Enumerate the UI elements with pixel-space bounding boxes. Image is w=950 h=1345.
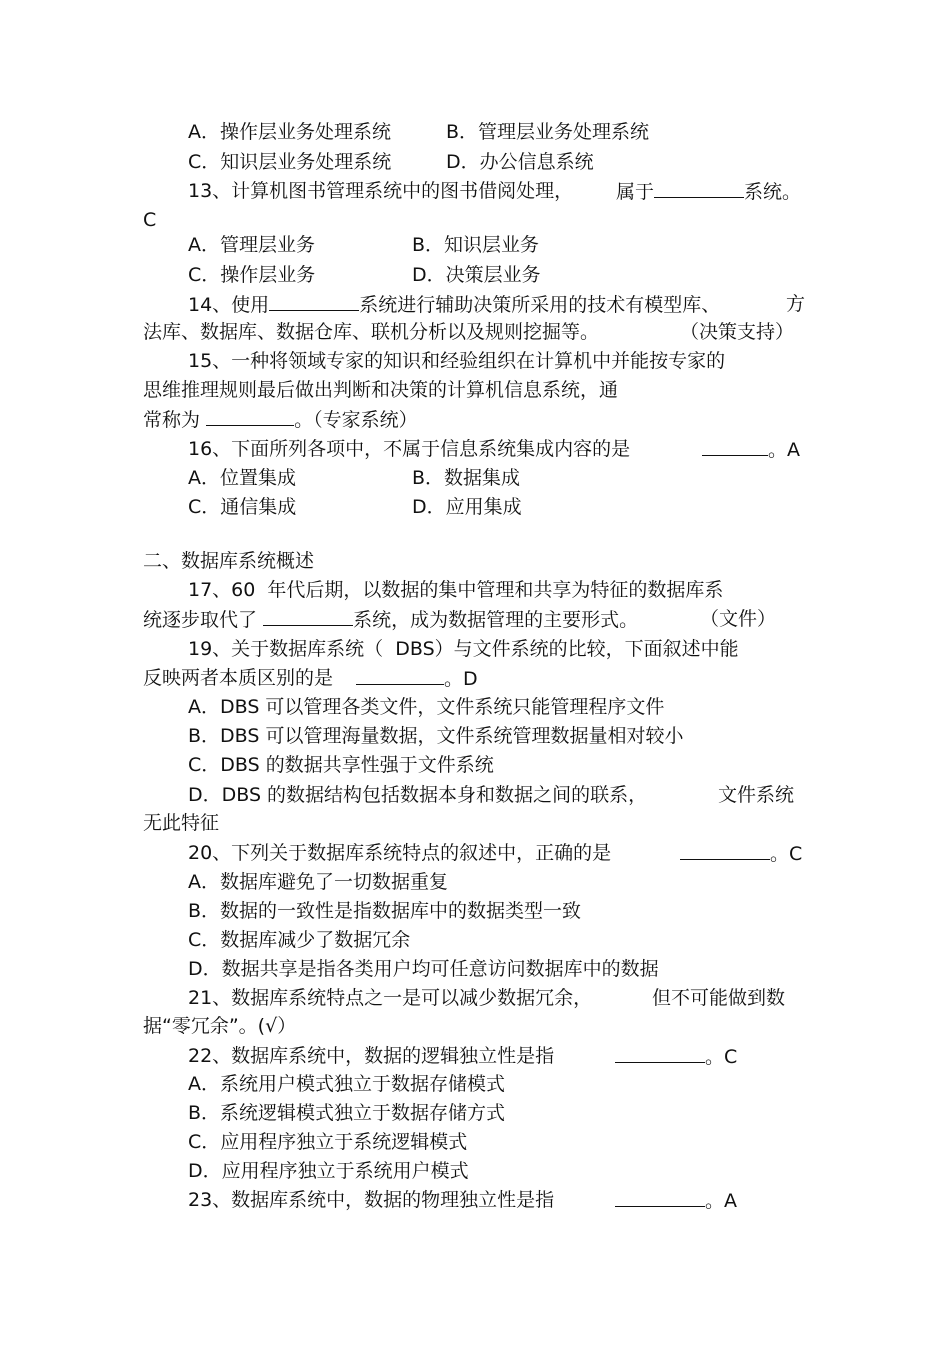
question-text: 常称为 (143, 409, 201, 431)
option-line (446, 150, 594, 174)
question-text: 19、关于数据库系统（ DBS）与文件系统的比较，下面叙述中能 (188, 638, 739, 660)
answer-text: （文件） (700, 608, 777, 630)
option-line (188, 957, 659, 981)
option-line (188, 870, 448, 894)
option-line (412, 263, 541, 287)
option-line (188, 120, 391, 144)
option-line (188, 724, 683, 748)
question-text: 系统进行辅助决策所采用的技术有模型库、 (359, 294, 721, 316)
question-text: 属于 (616, 181, 655, 203)
option-text: B．知识层业务 (412, 234, 540, 256)
question-line (188, 637, 739, 661)
question-text: 22、数据库系统中，数据的逻辑独立性是指 (188, 1045, 555, 1067)
answer-blank (702, 437, 768, 456)
answer-blank (615, 1188, 705, 1207)
question-text: 方 (786, 293, 806, 315)
answer-text: C (143, 209, 157, 231)
option-line (143, 811, 219, 835)
question-line (702, 437, 800, 462)
question-text: 13、计算机图书管理系统中的图书借阅处理， (188, 180, 574, 202)
option-text: C．知识层业务处理系统 (188, 151, 392, 173)
question-text: 统逐步取代了 (143, 609, 258, 631)
question-text: 16、下面所列各项中，不属于信息系统集成内容的是 (188, 438, 631, 460)
question-line (652, 986, 785, 1010)
option-line (188, 753, 494, 777)
option-line (188, 1159, 469, 1183)
option-text: B．系统逻辑模式独立于数据存储方式 (188, 1102, 506, 1124)
question-text: 系统，成为数据管理的主要形式。 (353, 609, 639, 631)
option-line (412, 233, 539, 257)
question-line (188, 986, 592, 1010)
option-line (446, 120, 649, 144)
option-text: C．数据库减少了数据冗余 (188, 929, 411, 951)
question-line (188, 292, 720, 317)
answer-key (143, 208, 156, 232)
question-text: 但不可能做到数 (652, 987, 786, 1009)
question-text: 系统。 (744, 181, 802, 203)
option-line (412, 466, 520, 490)
question-line (188, 437, 630, 461)
option-text: D．数据共享是指各类用户均可任意访问数据库中的数据 (188, 958, 659, 980)
answer-text: 。D (444, 668, 478, 690)
option-line (412, 495, 522, 519)
option-text: A．管理层业务 (188, 234, 315, 256)
answer-text: 。C (770, 843, 803, 865)
answer-blank (654, 179, 744, 198)
answer-blank (263, 607, 353, 626)
question-line (188, 1188, 554, 1212)
option-text: 文件系统 (718, 784, 795, 806)
answer-text: 。A (768, 439, 800, 461)
question-line (680, 841, 802, 866)
question-line (143, 407, 418, 432)
answer-blank (206, 407, 294, 426)
question-text: 据“零冗余”。(√） (143, 1015, 297, 1037)
option-text: A．数据库避免了一切数据重复 (188, 871, 448, 893)
question-line (188, 578, 723, 602)
question-line (616, 179, 801, 204)
option-text: B．数据的一致性是指数据库中的数据类型一致 (188, 900, 582, 922)
option-line (188, 466, 296, 490)
option-text: C．DBS 的数据共享性强于文件系统 (188, 754, 494, 776)
answer-blank (615, 1044, 705, 1063)
option-text: A．位置集成 (188, 467, 296, 489)
question-line (143, 320, 599, 344)
option-line (188, 899, 581, 923)
option-line (188, 928, 410, 952)
option-text: D．决策层业务 (412, 264, 541, 286)
question-text: 15、一种将领域专家的知识和经验组织在计算机中并能按专家的 (188, 350, 726, 372)
question-line (615, 1188, 737, 1213)
answer-text: 。C (705, 1046, 738, 1068)
option-text: D．应用集成 (412, 496, 522, 518)
answer-key (680, 320, 794, 344)
option-line (188, 783, 647, 807)
question-line (143, 607, 638, 632)
question-text: 14、使用 (188, 294, 270, 316)
question-line (188, 179, 573, 203)
answer-text: 。（专家系统） (294, 409, 418, 431)
option-line (188, 263, 315, 287)
question-line (143, 378, 618, 402)
question-line (143, 1014, 296, 1038)
question-line (143, 666, 333, 690)
option-text: C．通信集成 (188, 496, 297, 518)
option-text: B．管理层业务处理系统 (446, 121, 650, 143)
question-text: 21、数据库系统特点之一是可以减少数据冗余， (188, 987, 593, 1009)
option-line (188, 233, 315, 257)
question-text: 20、下列关于数据库系统特点的叙述中，正确的是 (188, 842, 612, 864)
answer-blank (356, 666, 444, 685)
option-text: D．DBS 的数据结构包括数据本身和数据之间的联系， (188, 784, 648, 806)
answer-text: （决策支持） (680, 321, 795, 343)
section-heading (143, 549, 314, 573)
question-text: 23、数据库系统中，数据的物理独立性是指 (188, 1189, 555, 1211)
heading-text: 二、数据库系统概述 (143, 550, 315, 572)
option-text: B．数据集成 (412, 467, 521, 489)
option-line (188, 150, 391, 174)
question-text: 法库、数据库、数据仓库、联机分析以及规则挖掘等。 (143, 321, 600, 343)
option-text: A．DBS 可以管理各类文件，文件系统只能管理程序文件 (188, 696, 665, 718)
question-line (188, 1044, 554, 1068)
question-text: 思维推理规则最后做出判断和决策的计算机信息系统，通 (143, 379, 619, 401)
option-line (718, 783, 794, 807)
question-line (615, 1044, 737, 1069)
question-line (786, 292, 805, 316)
answer-blank (269, 292, 359, 311)
option-line (188, 695, 664, 719)
option-text: C．应用程序独立于系统逻辑模式 (188, 1131, 468, 1153)
question-text: 反映两者本质区别的是 (143, 667, 334, 689)
answer-blank (680, 841, 770, 860)
option-line (188, 1130, 467, 1154)
option-text: 无此特征 (143, 812, 220, 834)
answer-key (700, 607, 776, 631)
question-line (356, 666, 478, 691)
option-text: C．操作层业务 (188, 264, 316, 286)
option-text: A．操作层业务处理系统 (188, 121, 391, 143)
question-text: 17、60 年代后期，以数据的集中管理和共享为特征的数据库系 (188, 579, 724, 601)
option-text: B．DBS 可以管理海量数据，文件系统管理数据量相对较小 (188, 725, 684, 747)
option-text: D．办公信息系统 (446, 151, 594, 173)
question-line (188, 841, 611, 865)
option-line (188, 1072, 505, 1096)
answer-text: 。A (705, 1190, 737, 1212)
question-line (188, 349, 725, 373)
option-line (188, 495, 296, 519)
option-text: D．应用程序独立于系统用户模式 (188, 1160, 469, 1182)
option-line (188, 1101, 505, 1125)
option-text: A．系统用户模式独立于数据存储模式 (188, 1073, 505, 1095)
